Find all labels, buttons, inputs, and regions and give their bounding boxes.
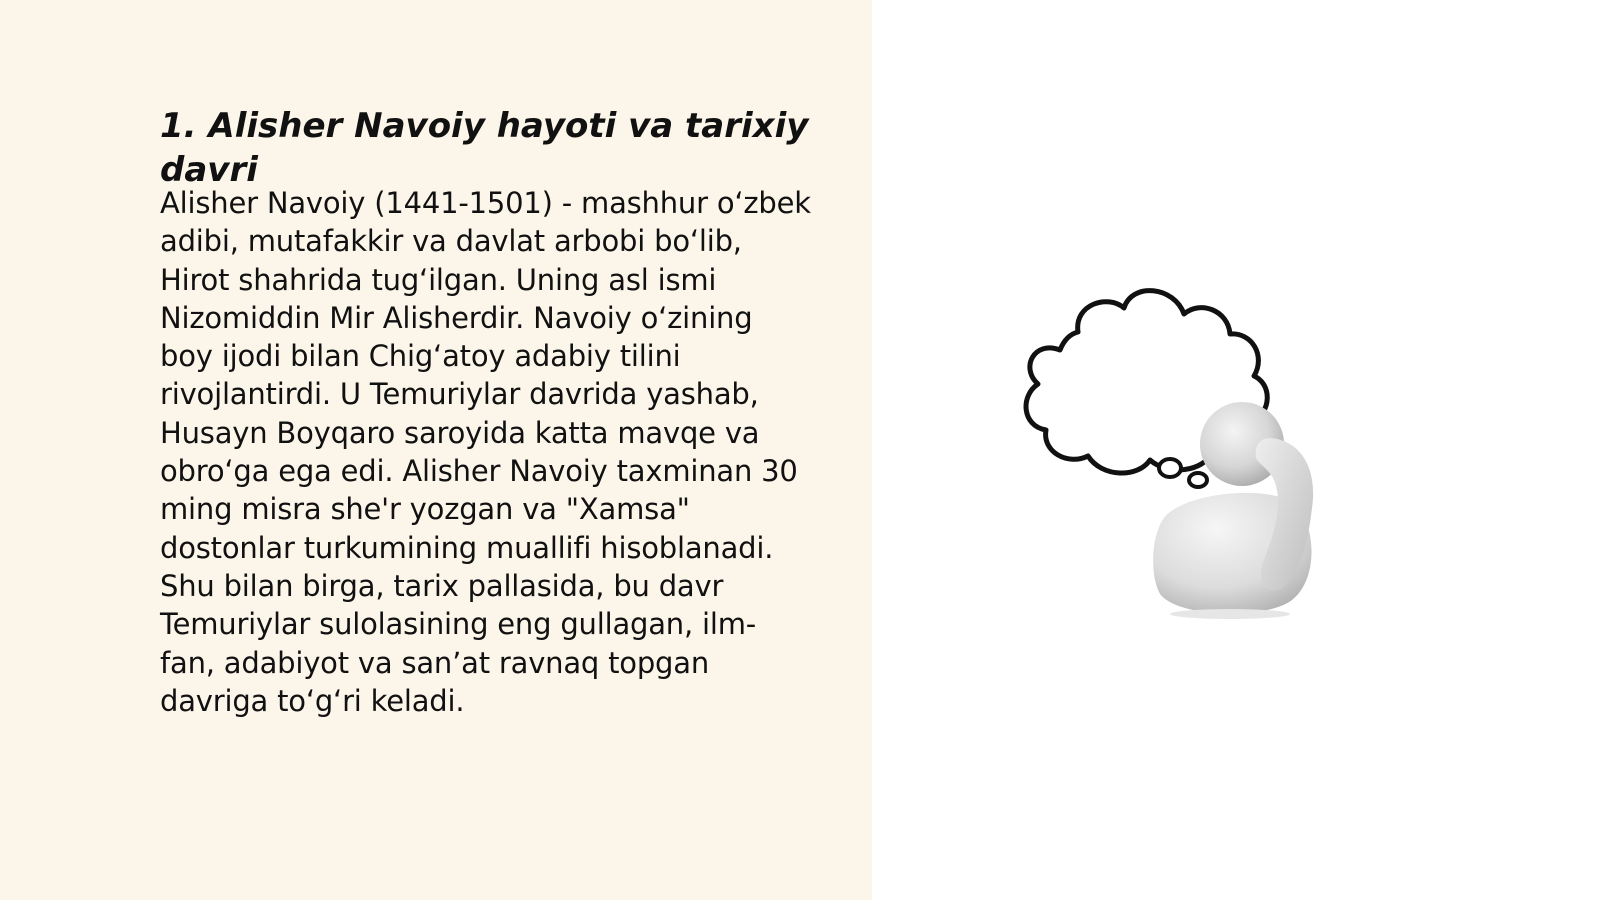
body-line-7: Husayn Boyqaro saroyida katta mavqe va (160, 415, 760, 450)
body-line-13: fan, adabiyot va san’at ravnaq topgan (160, 645, 710, 680)
body-line-2: adibi, mutafakkir va davlat arbobi bo‘lib, (160, 224, 742, 259)
slide-title-line-2: davri (160, 150, 258, 190)
body-line-6: rivojlantirdi. U Temuriylar davrida yashab, (160, 377, 759, 412)
body-line-14: davriga to‘g‘ri keladi. (160, 683, 465, 718)
body-line-8: obro‘ga ega edi. Alisher Navoiy taxminan 30 (160, 454, 798, 489)
body-line-10: dostonlar turkumining muallifi hisoblanadi. (160, 530, 774, 565)
thinking-person-with-thought-bubble-icon (1020, 272, 1360, 622)
body-line-9: ming misra she'r yozgan va "Xamsa" (160, 492, 690, 527)
body-line-12: Temuriylar sulolasining eng gullagan, ilm- (160, 607, 757, 642)
slide-title (160, 104, 820, 192)
body-paragraph (160, 184, 840, 720)
body-line-1: Alisher Navoiy (1441-1501) - mashhur o‘zbek (160, 186, 811, 220)
body-line-4: Nizomiddin Mir Alisherdir. Navoiy o‘zining (160, 300, 753, 335)
body-line-5: boy ijodi bilan Chig‘atoy adabiy tilini (160, 339, 681, 374)
body-line-11: Shu bilan birga, tarix pallasida, bu davr (160, 568, 724, 603)
slide-title-line-1: 1. Alisher Navoiy hayoti va tarixiy (160, 106, 809, 146)
body-line-3: Hirot shahrida tug‘ilgan. Uning asl ismi (160, 262, 717, 297)
